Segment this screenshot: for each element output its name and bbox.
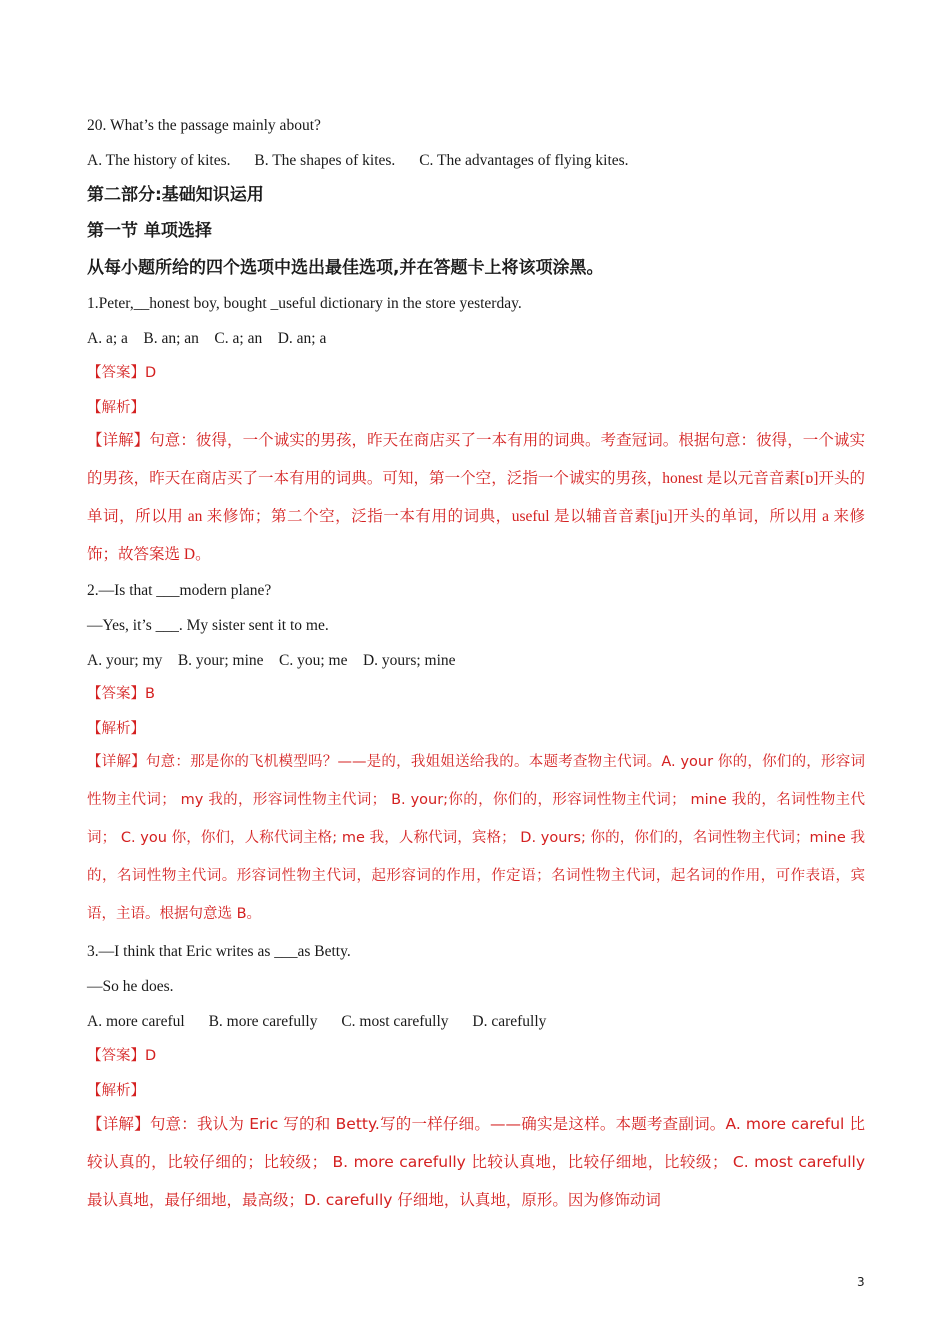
question-3-option-c: C. most carefully: [341, 1013, 449, 1030]
question-1-answer: 【答案】D: [87, 365, 157, 381]
question-2-answer: 【答案】B: [87, 686, 155, 702]
question-1-analysis-label: 【解析】: [87, 400, 145, 416]
part-title: 第二部分:基础知识运用: [87, 185, 264, 205]
question-3-reply: —So he does.: [87, 978, 174, 995]
question-2-detail: 【详解】句意：那是你的飞机模型吗？——是的，我姐姐送给我的。本题考查物主代词。A. your 你的，你们的，形容词性物主代词； my 我的，形容词性物主代词； B. your;你的，你们的，形容词性物主代词； mine 我的，名词性物主代词； C. you 你，你们，人称代词主格; me 我，人称代词，宾格； D. yours; 你的，你们的，名词性物主代词；mine 我的，名词性物主代词。形容词性物主代词，起形容词的作用，作定语；名词性物主代词，起名词的作用，可作表语，宾语，主语。根据句意选 B。: [87, 754, 865, 922]
question-3-option-d: D. carefully: [472, 1013, 547, 1030]
page-number: 3: [857, 1275, 865, 1289]
question-1-stem: 1.Peter,__honest boy, bought _useful dictionary in the store yesterday.: [87, 295, 522, 312]
question-3-analysis-label: 【解析】: [87, 1083, 145, 1099]
question-1-options: A. a; a B. an; an C. a; an D. an; a: [87, 330, 327, 347]
section-subtitle: 第一节 单项选择: [87, 221, 212, 241]
question-2-stem: 2.—Is that ___modern plane?: [87, 582, 272, 599]
question-3-detail: 【详解】句意：我认为 Eric 写的和 Betty.写的一样仔细。——确实是这样。本题考查副词。A. more careful 比较认真的，比较仔细的；比较级； B. more carefully 比较认真地，比较仔细地，比较级； C. most carefully 最认真地，最仔细地，最高级；D. carefully 仔细地，认真地，原形。因为修饰动词: [87, 1115, 865, 1209]
question-1-detail: 【详解】句意：彼得，一个诚实的男孩，昨天在商店买了一本有用的词典。考查冠词。根据句意：彼得，一个诚实的男孩，昨天在商店买了一本有用的词典。可知，第一个空，泛指一个诚实的男孩，honest 是以元音音素[ɒ]开头的单词，所以用 an 来修饰；第二个空，泛指一本有用的词典，useful 是以辅音音素[ju]开头的单词，所以用 a 来修饰；故答案选 D。: [87, 432, 865, 563]
question-20-option-c: C. The advantages of flying kites.: [419, 152, 629, 169]
question-2-options: A. your; my B. your; mine C. you; me D. yours; mine: [87, 652, 456, 669]
question-20-options: [87, 151, 867, 171]
section-instruction: 从每小题所给的四个选项中选出最佳选项,并在答题卡上将该项涂黑。: [87, 258, 604, 278]
question-3-option-b: B. more carefully: [208, 1013, 318, 1030]
question-2-reply: —Yes, it’s ___. My sister sent it to me.: [87, 617, 329, 634]
question-3-option-a: A. more careful: [87, 1013, 185, 1030]
question-3-answer: 【答案】D: [87, 1048, 157, 1064]
question-20-option-b: B. The shapes of kites.: [254, 152, 396, 169]
question-20-stem: 20. What’s the passage mainly about?: [87, 117, 321, 134]
question-2-analysis-label: 【解析】: [87, 721, 145, 737]
question-3-options: [87, 1012, 867, 1032]
question-20-option-a: A. The history of kites.: [87, 152, 231, 169]
question-3-stem: 3.—I think that Eric writes as ___as Betty.: [87, 943, 351, 960]
